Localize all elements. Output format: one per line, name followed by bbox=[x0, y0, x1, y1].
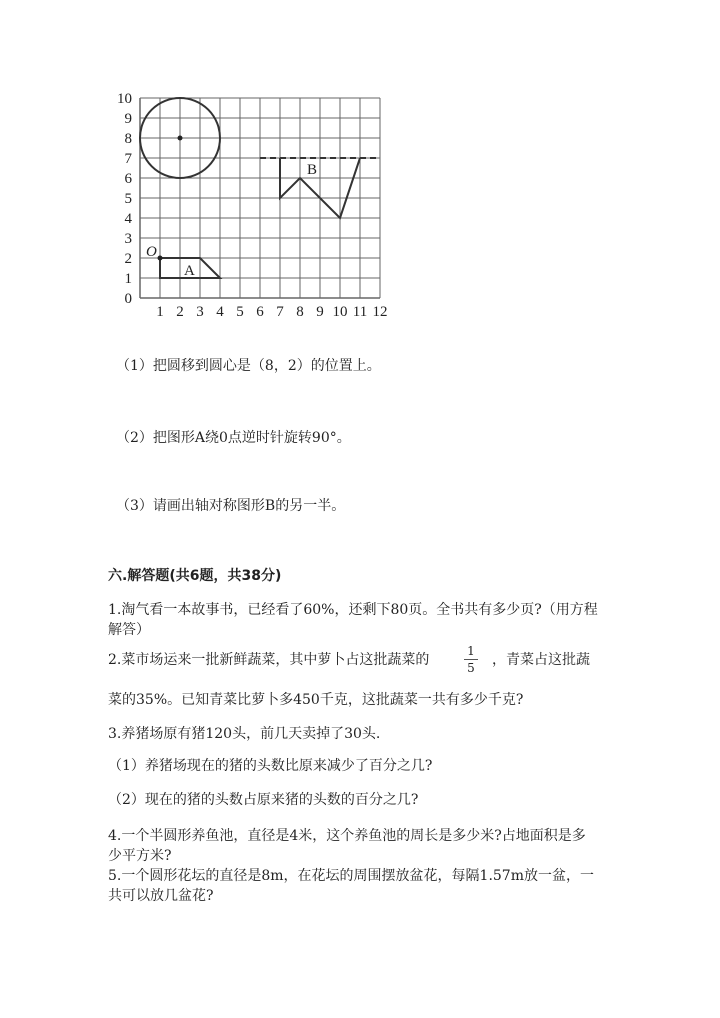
y-tick-label: 9 bbox=[124, 111, 132, 127]
x-tick-label: 2 bbox=[176, 304, 184, 320]
x-tick-label: 11 bbox=[352, 304, 368, 320]
fraction-bar bbox=[464, 659, 478, 660]
origin-point bbox=[158, 256, 163, 261]
y-tick-label: 8 bbox=[124, 131, 132, 147]
section-title: 六.解答题(共6题，共38分) bbox=[108, 568, 282, 584]
fraction-denominator: 5 bbox=[467, 661, 475, 675]
x-tick-label: 7 bbox=[276, 304, 284, 320]
question-2-part-a: 2.菜市场运来一批新鲜蔬菜，其中萝卜占这批蔬菜的 bbox=[108, 652, 430, 668]
x-tick-label: 8 bbox=[296, 304, 304, 320]
x-tick-label: 6 bbox=[256, 304, 264, 320]
question-5: 5.一个圆形花坛的直径是8m，在花坛的周围摆放盆花，每隔1.57m放一盆，一共可以放几盆花? bbox=[108, 868, 594, 904]
y-tick-label: 7 bbox=[124, 151, 132, 167]
x-tick-label: 1 bbox=[156, 304, 164, 320]
x-tick-label: 12 bbox=[372, 304, 388, 320]
circle-center-dot bbox=[178, 136, 183, 141]
y-tick-label: 4 bbox=[124, 211, 132, 227]
question-3: 3.养猪场原有猪120头，前几天卖掉了30头. bbox=[108, 726, 381, 742]
x-tick-label: 10 bbox=[332, 304, 348, 320]
x-tick-label: 5 bbox=[236, 304, 244, 320]
shape-a-label: A bbox=[184, 263, 195, 279]
fraction-one-fifth bbox=[464, 644, 478, 675]
y-tick-label: 0 bbox=[124, 291, 132, 307]
fraction-numerator: 1 bbox=[467, 644, 475, 658]
question-4: 4.一个半圆形养鱼池，直径是4米，这个养鱼池的周长是多少米?占地面积是多少平方米? bbox=[108, 828, 586, 864]
y-tick-label: 1 bbox=[124, 271, 132, 287]
shape-b-label: B bbox=[307, 162, 318, 178]
question-3-sub-2: （2）现在的猪的头数占原来猪的头数的百分之几? bbox=[108, 792, 419, 808]
task-1: （1）把圆移到圆心是（8，2）的位置上。 bbox=[116, 358, 381, 374]
question-3-sub-1: （1）养猪场现在的猪的头数比原来减少了百分之几? bbox=[108, 758, 433, 774]
question-2-part-b: ，青菜占这批蔬 bbox=[492, 652, 590, 668]
origin-label: O bbox=[146, 244, 157, 260]
y-tick-label: 6 bbox=[124, 171, 132, 187]
task-3: （3）请画出轴对称图形B的另一半。 bbox=[116, 498, 346, 514]
task-2: （2）把图形A绕0点逆时针旋转90°。 bbox=[116, 430, 351, 446]
y-tick-label: 5 bbox=[124, 191, 132, 207]
x-tick-label: 9 bbox=[316, 304, 324, 320]
x-tick-label: 4 bbox=[216, 304, 224, 320]
question-2-part-c: 菜的35%。已知青菜比萝卜多450千克，这批蔬菜一共有多少千克? bbox=[108, 692, 524, 708]
y-tick-label: 2 bbox=[124, 251, 132, 267]
y-tick-label: 3 bbox=[124, 231, 132, 247]
y-tick-label: 10 bbox=[117, 91, 132, 107]
x-tick-label: 3 bbox=[196, 304, 204, 320]
coordinate-grid-figure bbox=[0, 0, 720, 330]
question-1: 1.淘气看一本故事书，已经看了60%，还剩下80页。全书共有多少页?（用方程解答） bbox=[108, 602, 598, 638]
